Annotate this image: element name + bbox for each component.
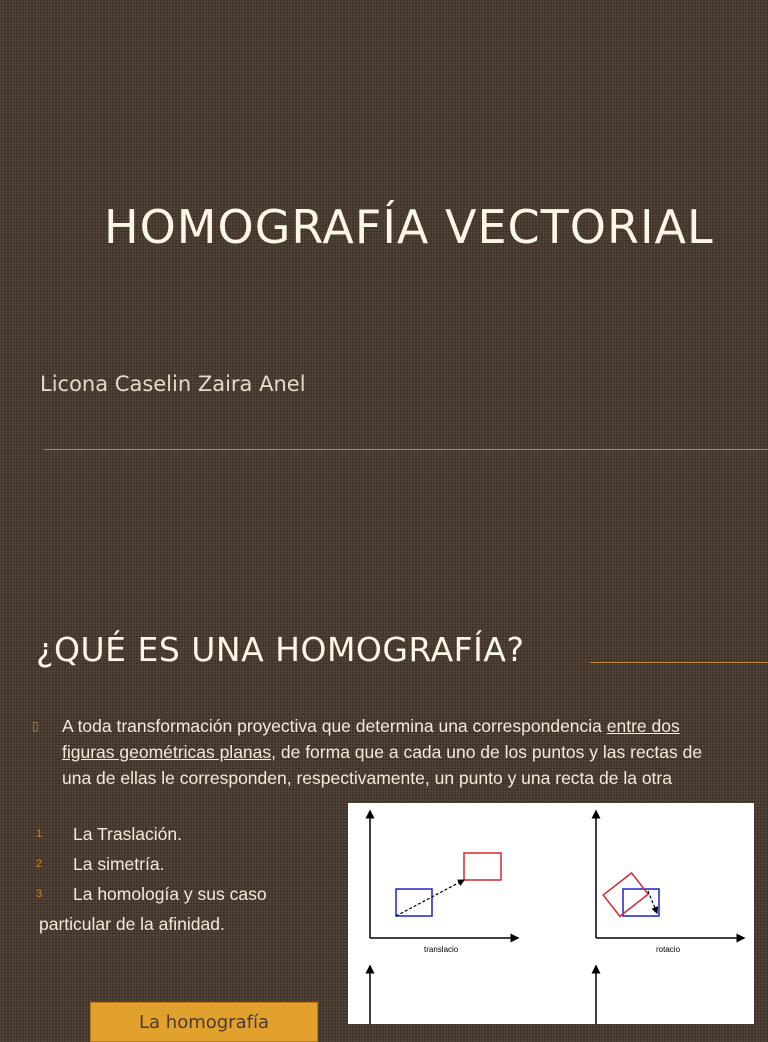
rotation-vector xyxy=(648,891,657,913)
definition-paragraph xyxy=(32,713,736,791)
figure-label-right: rotacio xyxy=(656,945,681,954)
paragraph-rest: , de forma que a cada uno de los puntos y las rectas de una de ellas le corresponden, respectivamente, un punto y una recta de la otra xyxy=(62,742,703,788)
slide-heading: ¿QUÉ ES UNA HOMOGRAFÍA? xyxy=(36,630,525,669)
slide-author: Licona Caselin Zaira Anel xyxy=(40,372,306,396)
heading-accent-line xyxy=(590,662,768,663)
paragraph-link[interactable]: entre dos figuras geométricas planas xyxy=(62,716,680,762)
list-number: 1 xyxy=(36,828,43,840)
content-slide xyxy=(0,600,768,1033)
original-shape xyxy=(623,889,659,916)
list-number: 3 xyxy=(36,888,43,900)
transformation-figure xyxy=(348,803,754,1024)
rotated-shape xyxy=(603,873,648,916)
slide-title: HOMOGRAFÍA VECTORIAL xyxy=(104,200,714,254)
list-item xyxy=(36,879,267,909)
figure-label-left: translacio xyxy=(424,945,459,954)
list-continuation: particular de la afinidad. xyxy=(39,914,225,934)
list-label: La homología y sus caso xyxy=(73,884,267,904)
list-number: 2 xyxy=(36,858,43,870)
transformation-diagram xyxy=(348,803,754,1024)
paragraph-lead: A toda transformación proyectiva que determina una correspondencia xyxy=(62,716,607,736)
list-item xyxy=(36,819,267,849)
translation-vector xyxy=(396,880,464,916)
original-shape xyxy=(396,889,432,916)
list-label: La Traslación. xyxy=(73,824,182,844)
transform-list xyxy=(36,819,267,939)
divider-line xyxy=(44,449,768,450)
list-item xyxy=(36,849,267,879)
list-label: La simetría. xyxy=(73,854,165,874)
translated-shape xyxy=(464,853,501,880)
homography-button[interactable]: La homografía xyxy=(90,1002,318,1042)
bullet-icon: ▯ xyxy=(32,719,39,733)
